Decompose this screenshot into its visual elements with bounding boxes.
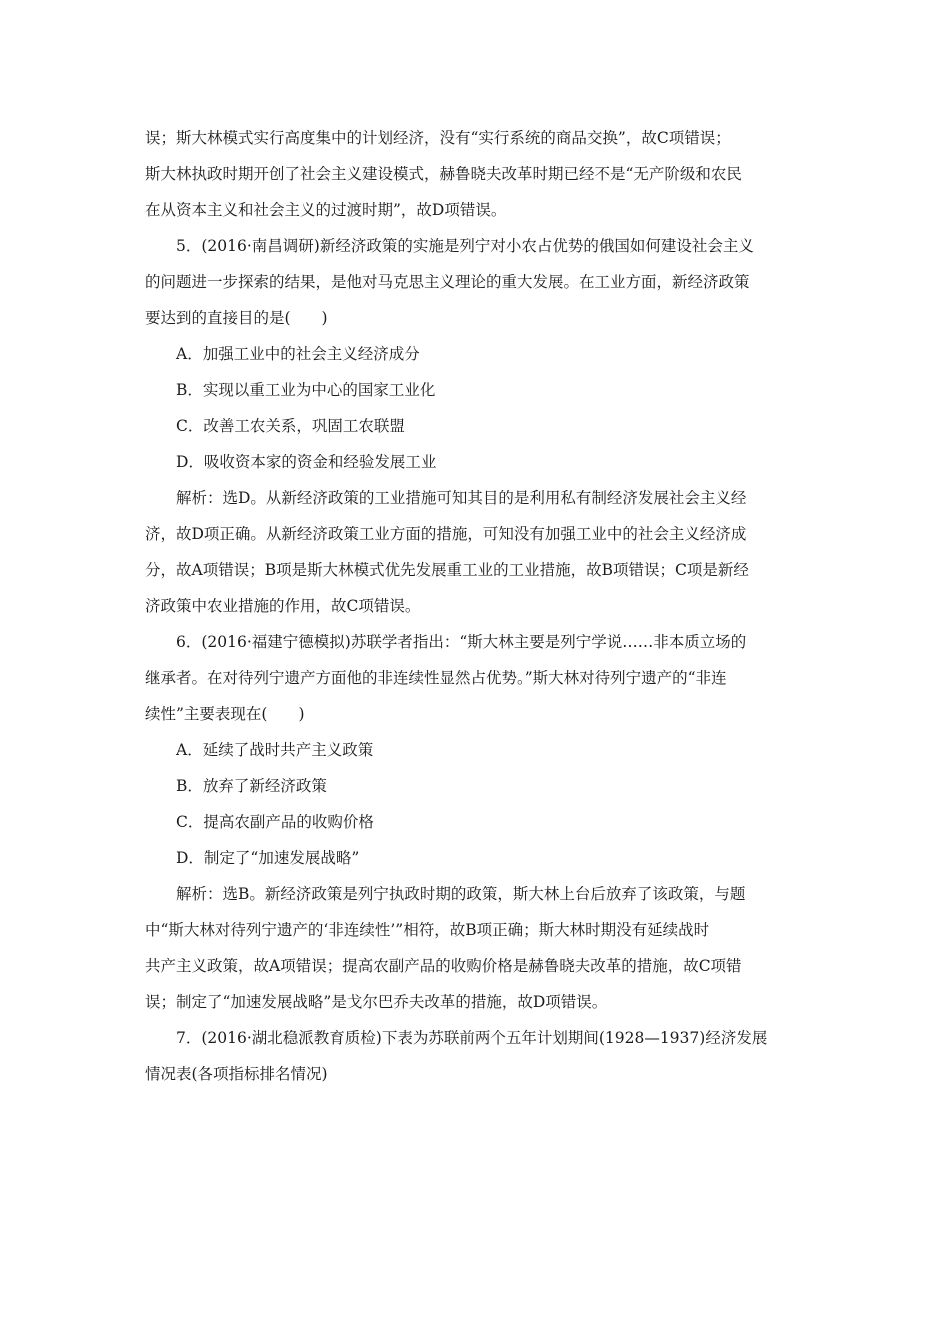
question-stem: 5．(2016·南昌调研)新经济政策的实施是列宁对小农占优势的俄国如何建设社会主义 — [176, 237, 754, 255]
question-stem: 要达到的直接目的是( ) — [145, 309, 328, 327]
question-6 — [145, 624, 810, 1020]
analysis-text: 共产主义政策，故A项错误；提高农副产品的收购价格是赫鲁晓夫改革的措施，故C项错 — [145, 957, 742, 975]
text-line: 在从资本主义和社会主义的过渡时期”，故D项错误。 — [145, 201, 507, 219]
option-c: C．提高农副产品的收购价格 — [176, 813, 374, 831]
analysis-text: 解析：选B。新经济政策是列宁执政时期的政策，斯大林上台后放弃了该政策，与题 — [176, 885, 746, 903]
analysis-text: 误；制定了“加速发展战略”是戈尔巴乔夫改革的措施，故D项错误。 — [145, 993, 608, 1011]
question-stem: 情况表(各项指标排名情况) — [145, 1065, 328, 1083]
question-5 — [145, 228, 810, 624]
option-b: B．实现以重工业为中心的国家工业化 — [176, 381, 436, 399]
question-stem: 6．(2016·福建宁德模拟)苏联学者指出：“斯大林主要是列宁学说……非本质立场的 — [176, 633, 747, 651]
question-stem: 的问题进一步探索的结果，是他对马克思主义理论的重大发展。在工业方面，新经济政策 — [145, 273, 750, 291]
option-b: B．放弃了新经济政策 — [176, 777, 327, 795]
option-c: C．改善工农关系，巩固工农联盟 — [176, 417, 405, 435]
text-line: 误；斯大林模式实行高度集中的计划经济，没有“实行系统的商品交换”，故C项错误； — [145, 129, 731, 147]
option-d: D．吸收资本家的资金和经验发展工业 — [176, 453, 437, 471]
document-page — [145, 120, 810, 1092]
question-stem: 7．(2016·湖北稳派教育质检)下表为苏联前两个五年计划期间(1928—1937)经济发展 — [176, 1029, 768, 1047]
question-stem: 继承者。在对待列宁遗产方面他的非连续性显然占优势。”斯大林对待列宁遗产的“非连 — [145, 669, 727, 687]
analysis-text: 济政策中农业措施的作用，故C项错误。 — [145, 597, 421, 615]
question-7 — [145, 1020, 810, 1092]
analysis-text: 分，故A项错误；B项是斯大林模式优先发展重工业的工业措施，故B项错误；C项是新经 — [145, 561, 749, 579]
question-stem: 续性”主要表现在( ) — [145, 705, 305, 723]
option-a: A．延续了战时共产主义政策 — [176, 741, 374, 759]
option-a: A．加强工业中的社会主义经济成分 — [176, 345, 420, 363]
analysis-text: 解析：选D。从新经济政策的工业措施可知其目的是利用私有制经济发展社会主义经 — [176, 489, 747, 507]
option-d: D．制定了“加速发展战略” — [176, 849, 360, 867]
analysis-text: 中“斯大林对待列宁遗产的‘非连续性’”相符，故B项正确；斯大林时期没有延续战时 — [145, 921, 710, 939]
text-line: 斯大林执政时期开创了社会主义建设模式，赫鲁晓夫改革时期已经不是“无产阶级和农民 — [145, 165, 742, 183]
analysis-text: 济，故D项正确。从新经济政策工业方面的措施，可知没有加强工业中的社会主义经济成 — [145, 525, 747, 543]
previous-analysis-continuation — [145, 120, 810, 228]
